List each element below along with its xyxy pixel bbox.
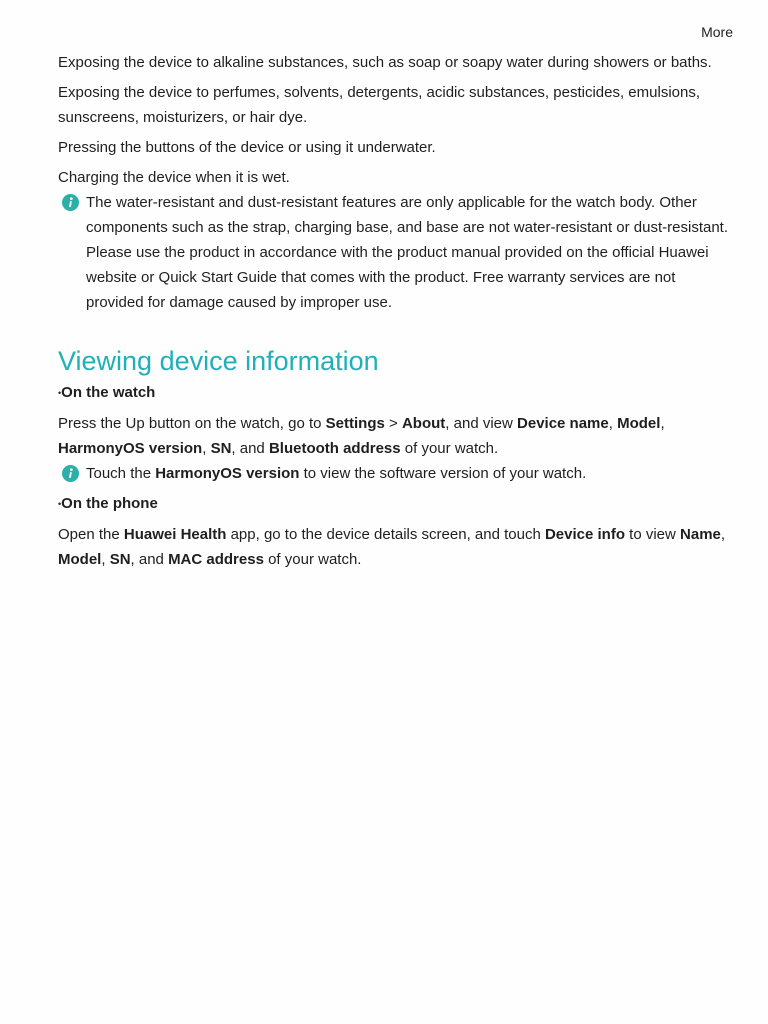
note-text: The water-resistant and dust-resistant features are only applicable for the watch body. Other components such as the strap, charging base, and base are not water-resistant or dust-resistant. <box>86 194 729 236</box>
text-run: Open the <box>58 526 124 544</box>
bold-text: Bluetooth address <box>268 440 401 458</box>
text-run: , <box>101 551 110 569</box>
bold-text: MAC address <box>168 551 264 569</box>
subheading-phone <box>58 494 730 514</box>
note-block <box>58 190 730 315</box>
bold-text: Name <box>680 526 721 544</box>
bullet: • <box>58 499 62 510</box>
list-item: Pressing the buttons of the device or using it underwater. <box>58 139 436 156</box>
page-content <box>58 50 730 577</box>
bold-text: HarmonyOS version <box>155 465 300 483</box>
text-run: to view the software version of your watch. <box>299 465 587 483</box>
text-run: > <box>384 415 402 433</box>
text-run: , <box>202 440 211 458</box>
header-label: More <box>701 24 733 40</box>
text-run: app, go to the device details screen, and touch <box>226 526 545 544</box>
bold-text: HarmonyOS version <box>58 440 203 458</box>
bold-text: Device name <box>517 415 609 433</box>
bold-text: About <box>401 415 446 433</box>
bold-text: SN <box>109 551 131 569</box>
bold-text: SN <box>210 440 232 458</box>
note-block <box>58 461 730 486</box>
section-title: Viewing device information <box>58 346 379 376</box>
list-item: Exposing the device to alkaline substances, such as soap or soapy water during showers or baths. <box>58 54 712 71</box>
info-icon <box>62 465 79 482</box>
text-run: of your watch. <box>263 551 362 569</box>
bold-text: Model <box>617 415 661 433</box>
list-item: Charging the device when it is wet. <box>58 169 290 186</box>
text-run: of your watch. <box>400 440 499 458</box>
subheading-text: On the phone <box>61 495 158 513</box>
text-run: , and view <box>445 415 518 433</box>
text-run: Touch the <box>86 465 156 483</box>
subheading-text: On the watch <box>61 384 156 401</box>
text-run: , <box>660 415 665 433</box>
bold-text: Settings <box>325 415 385 433</box>
text-run: Press the Up button on the watch, go to <box>58 415 326 433</box>
note-text <box>86 461 730 486</box>
text-run: , and <box>130 551 169 569</box>
text-run: , <box>720 526 726 544</box>
note-text: Please use the product in accordance with the product manual provided on the official Huawei website or Quick Start Guide that comes with the product. Free warranty services are not provided for damage caused by improper use. <box>86 244 709 311</box>
list-item: Exposing the device to perfumes, solvents, detergents, acidic substances, pesticides, emulsions, sunscreens, moisturizers, or hair dye. <box>58 84 701 126</box>
phone-instructions <box>58 522 730 572</box>
info-icon <box>62 194 79 211</box>
watch-instructions <box>58 411 730 461</box>
subheading-watch <box>58 383 730 403</box>
bold-text: Device info <box>544 526 625 544</box>
bold-text: Model <box>58 551 102 569</box>
bold-text: Huawei Health <box>123 526 227 544</box>
bullet: • <box>58 388 62 399</box>
text-run: , and <box>231 440 269 458</box>
text-run: , <box>608 415 618 433</box>
text-run: to view <box>625 526 681 544</box>
